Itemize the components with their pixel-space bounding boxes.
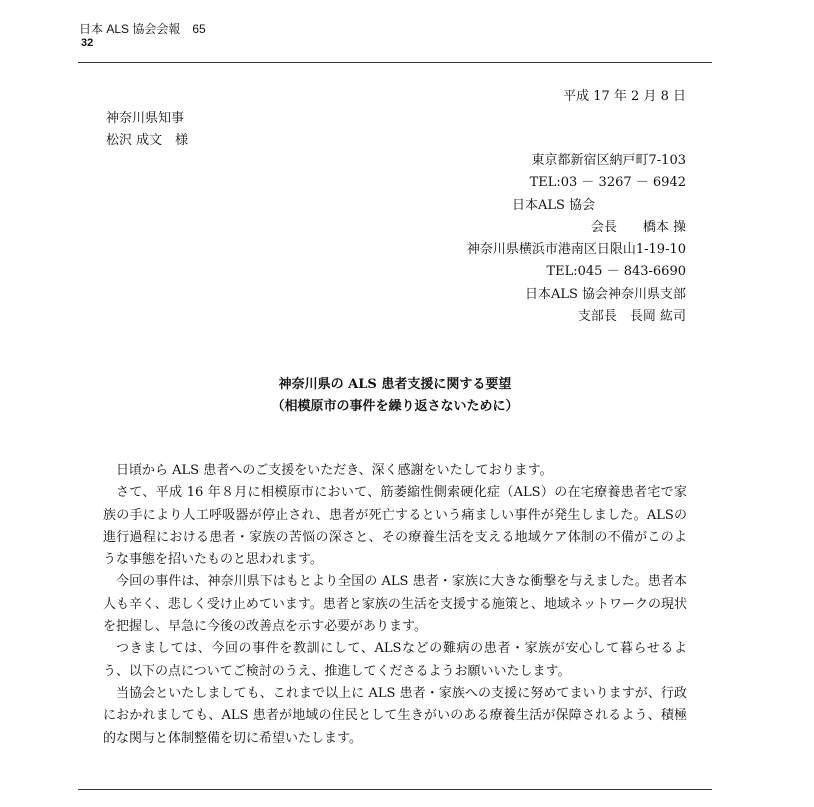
sender-line: 神奈川県横浜市港南区日限山1-19-10 (466, 242, 686, 258)
letter-subtitle: （相模原市の事件を繰り返さないために） (271, 399, 519, 414)
recipient-title: 神奈川県知事 (106, 111, 185, 126)
page-number: 32 (81, 37, 94, 49)
body-paragraph: つきましては、今回の事件を教訓にして、ALSなどの難病の患者・家族が安心して暮らせるよう、以下の点についてご検討のうえ、推進してくださるようお願いいたします。 (103, 641, 687, 679)
sender-line: 日本ALS 協会神奈川県支部 (524, 286, 686, 302)
sender-line: 日本ALS 協会 (511, 197, 686, 213)
recipient-block (106, 108, 188, 152)
body-paragraph: 今回の事件は、神奈川県下はもとより全国の ALS 患者・家族に大きな衝撃を与えました。患者本人も辛く、悲しく受け止めています。患者と家族の生活を支援する施策と、地域ネットワークの現状を把握し、早急に今後の改善点を示す必要があります。 (103, 574, 687, 635)
recipient-name: 松沢 成文 様 (106, 133, 189, 148)
letter-date: 平成 17 年 2 月 8 日 (563, 89, 686, 104)
sender-line: TEL:045 － 843-6690 (546, 264, 686, 280)
header-rule (78, 62, 712, 63)
body-paragraph: 当協会といたしましても、これまで以上に ALS 患者・家族への支援に努めてまいりますが、行政におかれましても、ALS 患者が地域の住民として生きがいのある療養生活が保障されるよう、積極的な関与と体制整備を切に希望いたします。 (103, 685, 687, 746)
letter-body (103, 460, 687, 750)
sender-line: 支部長 長岡 紘司 (577, 309, 686, 325)
body-paragraph: さて、平成 16 年８月に相模原市において、筋萎縮性側索硬化症（ALS）の在宅療養患者宅で家族の手により人工呼吸器が停止され、患者が死亡するという痛ましい事件が発生しました。ALSの進行過程における患者・家族の苦悩の深さと、その療養生活を支える地域ケア体制の不備がこのような事態を招いたものと思われます。 (103, 485, 687, 568)
letter-title-block (0, 374, 790, 418)
letter-title: 神奈川県の ALS 患者支援に関する要望 (278, 377, 512, 392)
journal-header: 日本 ALS 協会会報 65 (79, 22, 206, 36)
footer-rule (78, 789, 712, 790)
body-paragraph: 日頃から ALS 患者へのご支援をいただき、深く感謝をいたしております。 (116, 463, 553, 478)
sender-line: 会長 橋本 操 (590, 219, 686, 235)
sender-line: 東京都新宿区納戸町7-103 (531, 153, 686, 168)
sender-line: TEL:03 － 3267 － 6942 (529, 175, 686, 191)
sender-block (467, 150, 686, 328)
